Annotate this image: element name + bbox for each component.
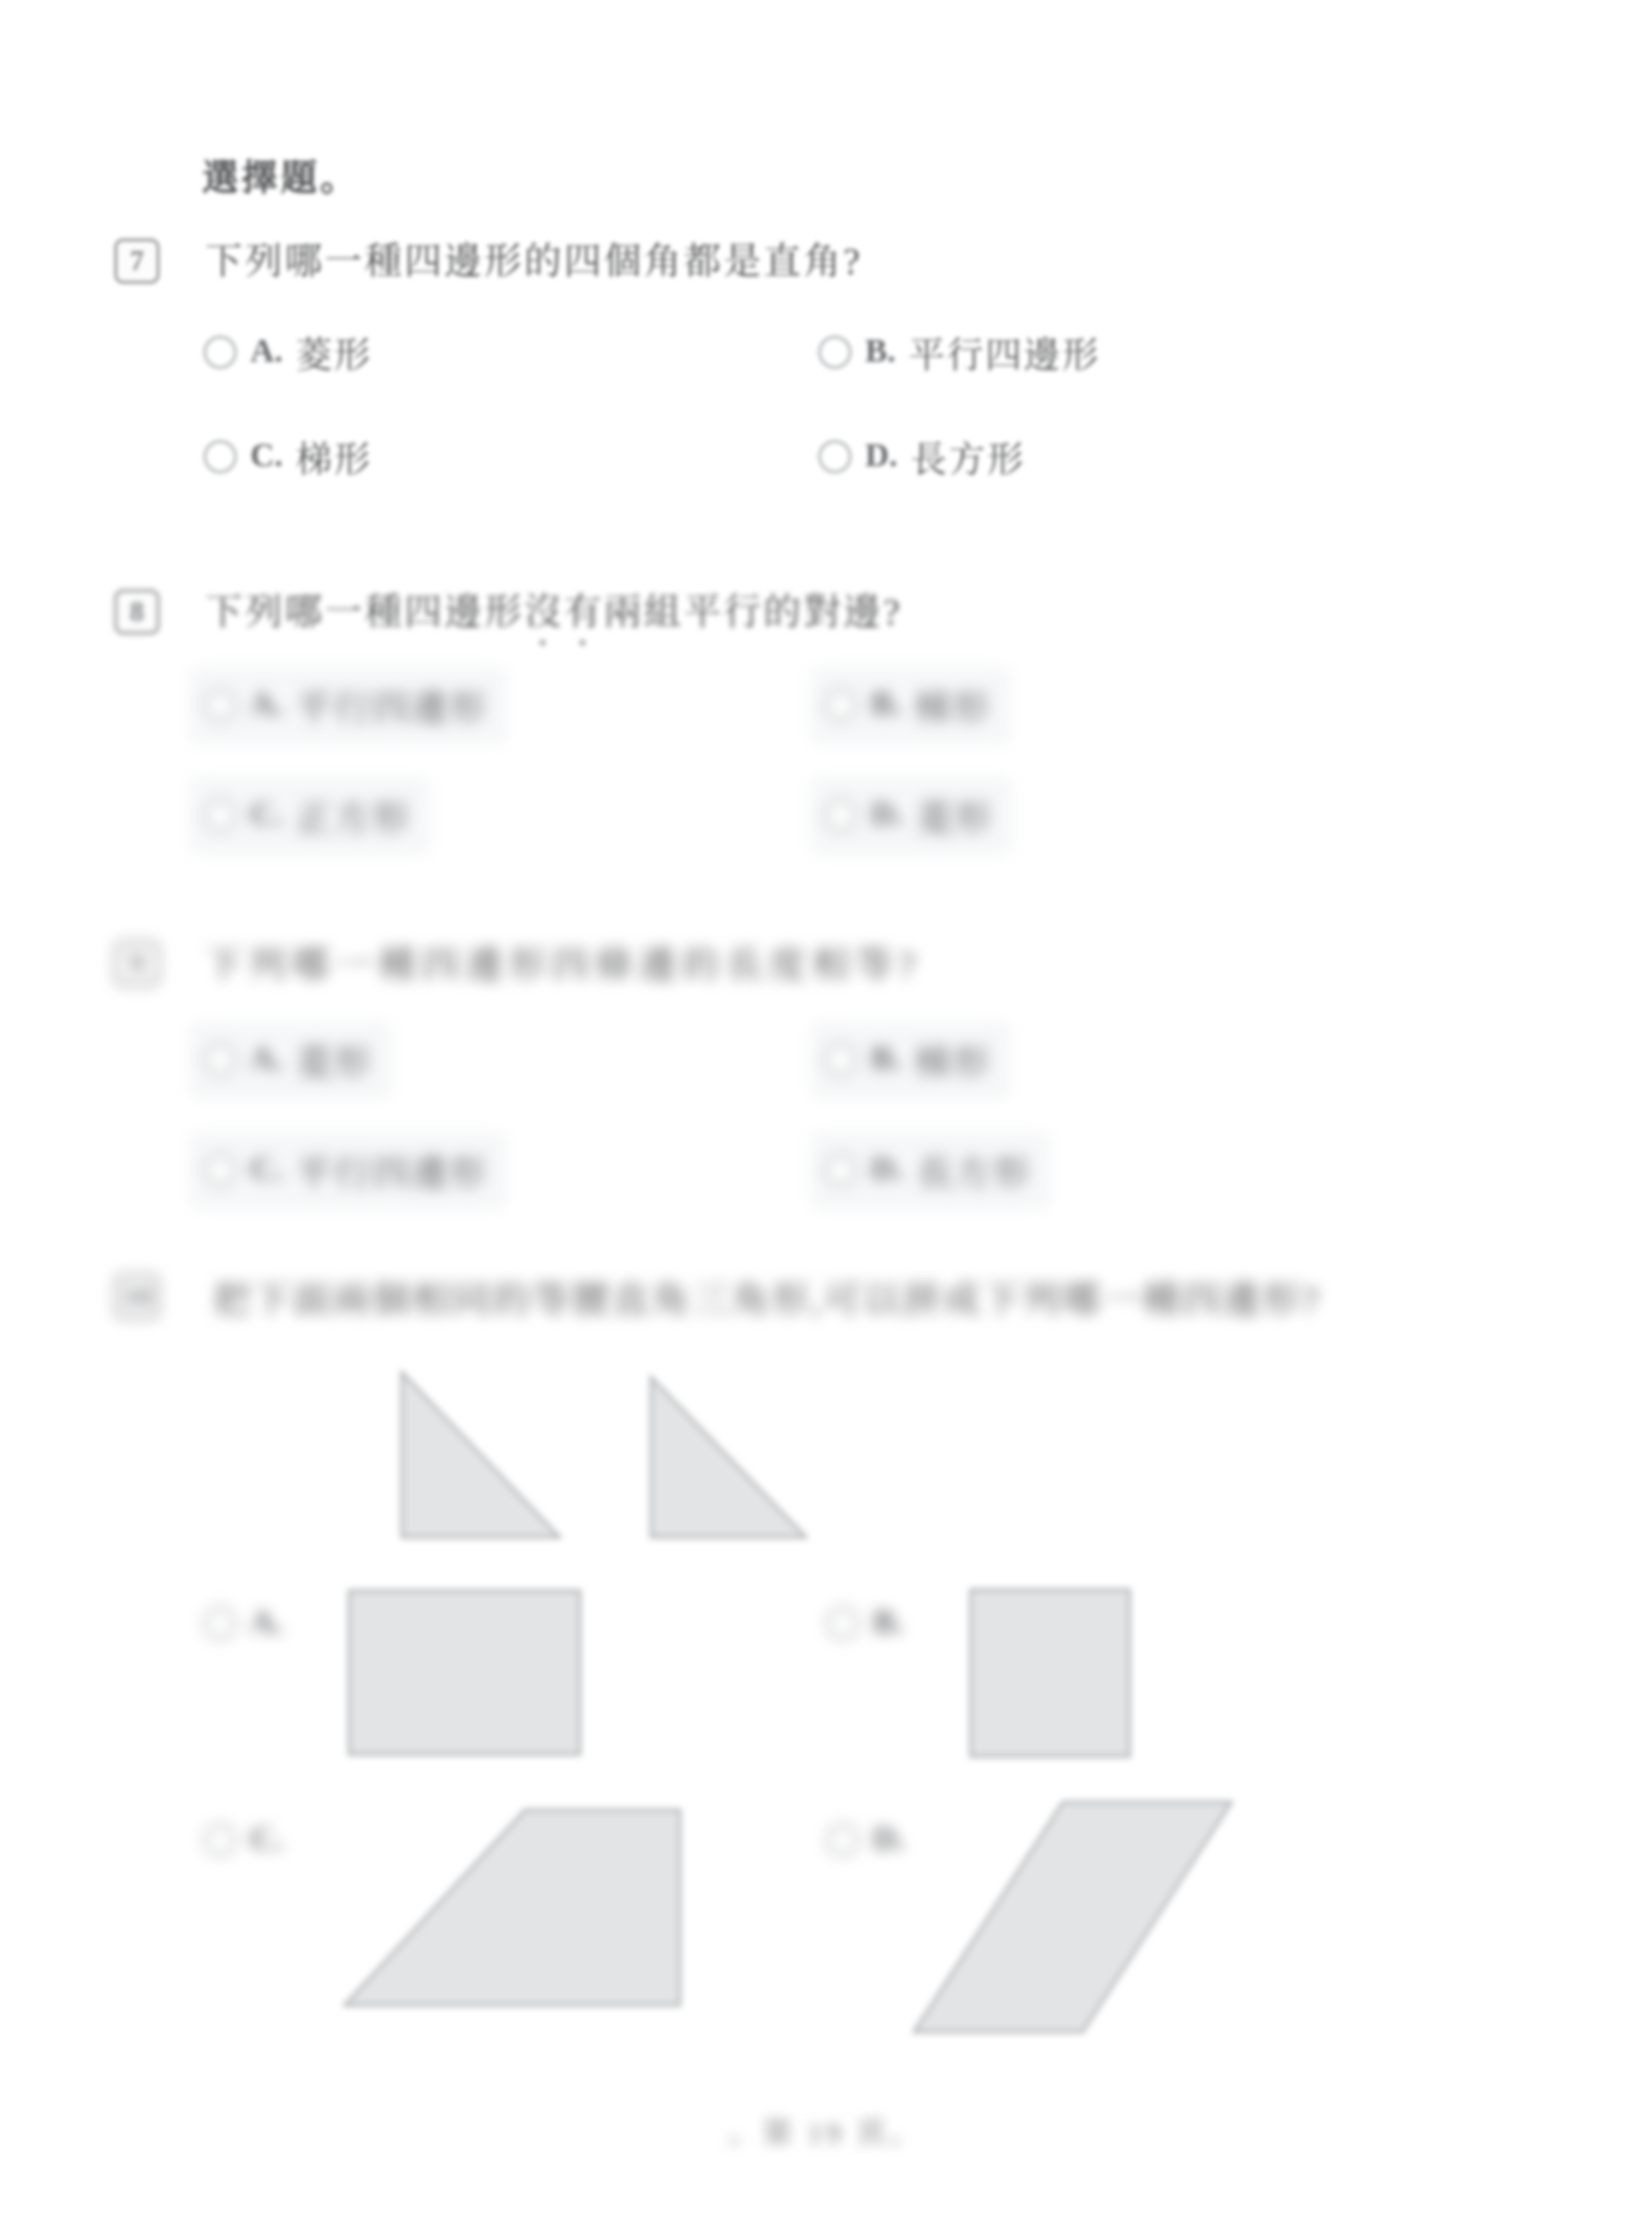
section-heading: 選擇題。 [202, 159, 360, 199]
radio-icon[interactable] [203, 335, 237, 370]
radio-icon[interactable] [818, 335, 852, 370]
question-7-stem: 下列哪一種四邊形的四個角都是直角? [205, 241, 863, 283]
trapezoid-shape [345, 1810, 680, 2005]
question-9-option-c[interactable] [189, 1131, 507, 1210]
question-7-option-d[interactable] [818, 430, 1025, 483]
radio-icon[interactable] [818, 439, 852, 474]
option-label: 平行四邊形 [296, 689, 489, 729]
option-letter: D. [871, 796, 904, 833]
option-letter: A. [250, 1041, 284, 1077]
question-10-option-d[interactable] [826, 1821, 905, 1858]
radio-icon[interactable] [203, 1606, 237, 1641]
rectangle-shape [348, 1589, 581, 1756]
radio-icon[interactable] [203, 1823, 237, 1857]
option-label: 菱形 [296, 1043, 373, 1084]
parallelogram-shape [914, 1802, 1231, 2032]
radio-icon[interactable] [203, 439, 237, 474]
question-9-option-b[interactable] [810, 1021, 1011, 1100]
option-letter: C. [250, 1821, 284, 1857]
question-9-number-badge: 9 [114, 941, 160, 986]
square-shape [969, 1588, 1131, 1758]
question-8-option-c[interactable] [189, 776, 430, 855]
right-triangle-shape [651, 1378, 806, 1537]
option-letter: B. [871, 1041, 902, 1077]
option-label: 長方形 [910, 440, 1026, 481]
radio-icon[interactable] [824, 1042, 858, 1077]
page-number: 。第 19 頁。 [729, 2117, 923, 2150]
radio-icon[interactable] [824, 798, 858, 833]
option-letter: A. [250, 1604, 284, 1641]
option-letter: B. [873, 1604, 904, 1641]
radio-icon[interactable] [824, 1153, 858, 1187]
question-9-option-d[interactable] [810, 1131, 1051, 1210]
question-7-number-badge: 7 [114, 238, 160, 284]
question-10-option-a[interactable] [203, 1604, 283, 1642]
option-letter: C. [250, 437, 284, 474]
right-triangle-shape [402, 1373, 560, 1537]
option-label: 梯形 [914, 689, 992, 729]
question-8-option-b[interactable] [810, 666, 1011, 745]
option-label: 正方形 [296, 799, 412, 840]
question-10-option-c[interactable] [203, 1821, 283, 1858]
option-letter: D. [871, 1151, 904, 1187]
question-7-option-b[interactable] [818, 325, 1100, 378]
question-8-stem [205, 581, 902, 654]
question-8-option-a[interactable] [189, 666, 507, 745]
stem-text: 兩組平行的對邊? [604, 592, 902, 634]
radio-icon[interactable] [824, 688, 858, 722]
question-7-option-a[interactable] [203, 325, 372, 378]
stem-emphasized-text: 沒有 [524, 592, 605, 634]
question-10-stem: 把下面兩個相同的等腰直角三角形,可以拼成下列哪一種四邊形? [213, 1280, 1321, 1321]
question-8-number-badge: 8 [114, 589, 160, 635]
question-7-option-c[interactable] [203, 430, 372, 483]
option-label: 梯形 [296, 440, 373, 481]
radio-icon[interactable] [203, 1153, 237, 1187]
question-9-stem: 下列哪一種四邊形四條邊的長度相等? [205, 945, 921, 986]
stem-text: 下列哪一種四邊形 [205, 592, 525, 634]
option-label: 長方形 [916, 1154, 1032, 1194]
radio-icon[interactable] [203, 1042, 237, 1077]
option-letter: C. [250, 1151, 284, 1187]
option-letter: B. [871, 686, 902, 722]
option-label: 平行四邊形 [296, 1154, 489, 1194]
option-label: 平行四邊形 [908, 336, 1101, 376]
question-10-number-badge: 10 [114, 1274, 160, 1319]
option-letter: C. [250, 796, 284, 833]
question-9-option-a[interactable] [189, 1021, 392, 1100]
option-letter: D. [865, 437, 898, 474]
option-label: 菱形 [296, 336, 373, 376]
radio-icon[interactable] [203, 798, 237, 833]
question-8-option-d[interactable] [810, 776, 1013, 855]
question-10-option-b[interactable] [826, 1604, 903, 1642]
option-letter: D. [873, 1821, 906, 1857]
radio-icon[interactable] [203, 688, 237, 722]
radio-icon[interactable] [826, 1823, 860, 1857]
option-label: 梯形 [914, 1043, 992, 1084]
option-letter: A. [250, 333, 284, 370]
option-letter: B. [865, 333, 896, 370]
radio-icon[interactable] [826, 1606, 860, 1641]
option-letter: A. [250, 686, 284, 722]
option-label: 菱形 [916, 799, 994, 840]
